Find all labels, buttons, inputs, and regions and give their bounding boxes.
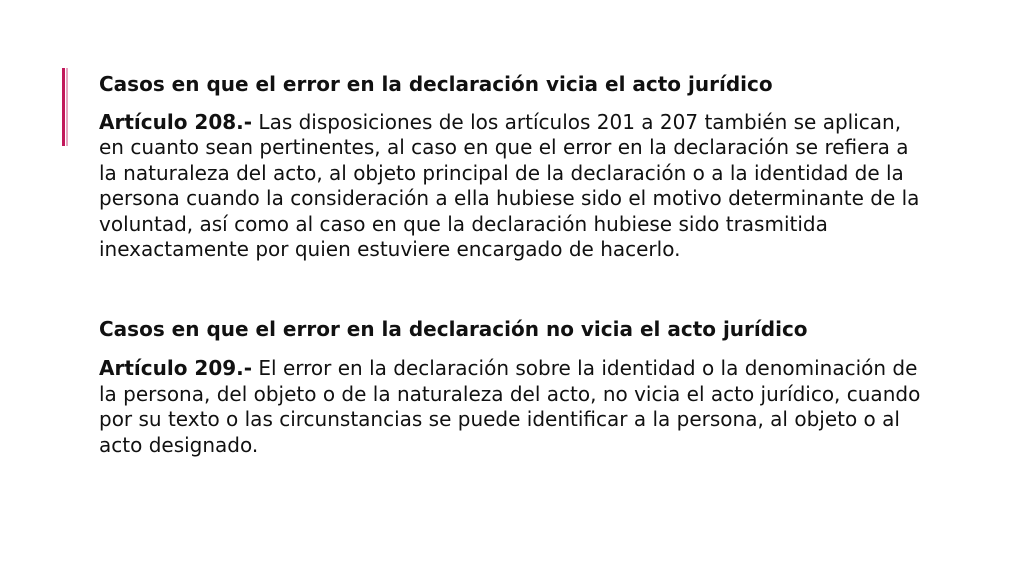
section-heading-article-209: Casos en que el error en la declaración no vicia el acto jurídico xyxy=(99,316,808,341)
article-209-label: Artículo 209.- xyxy=(99,356,253,380)
accent-bar-shadow xyxy=(66,68,68,146)
slide-content xyxy=(99,72,929,458)
article-209-text: El error en la declaración sobre la identidad o la denominación de la persona, del objeto o de la naturaleza del acto, no vicia el acto jurídico, cuando por su texto o las circunstancias se puede identificar a la persona, al objeto o al acto designado. xyxy=(99,356,921,457)
article-208-paragraph xyxy=(99,110,929,263)
section-spacer xyxy=(99,263,929,317)
article-208-label: Artículo 208.- xyxy=(99,109,253,134)
article-209-paragraph xyxy=(99,356,929,458)
article-208-text: Las disposiciones de los artículos 201 a 207 también se aplican, en cuanto sean pertinentes, al caso en que el error en la declaración se refiera a la naturaleza del acto, al objeto principal de la declaración o a la identidad de la persona cuando la consideración a ella hubiese sido el motivo determinante de la voluntad, así como al caso en que la declaración hubiese sido trasmitida inexactamente por quien estuviere encargado de hacerlo. xyxy=(99,109,920,261)
section-heading-article-208: Casos en que el error en la declaración vicia el acto jurídico xyxy=(99,72,773,96)
accent-bar xyxy=(62,68,65,146)
